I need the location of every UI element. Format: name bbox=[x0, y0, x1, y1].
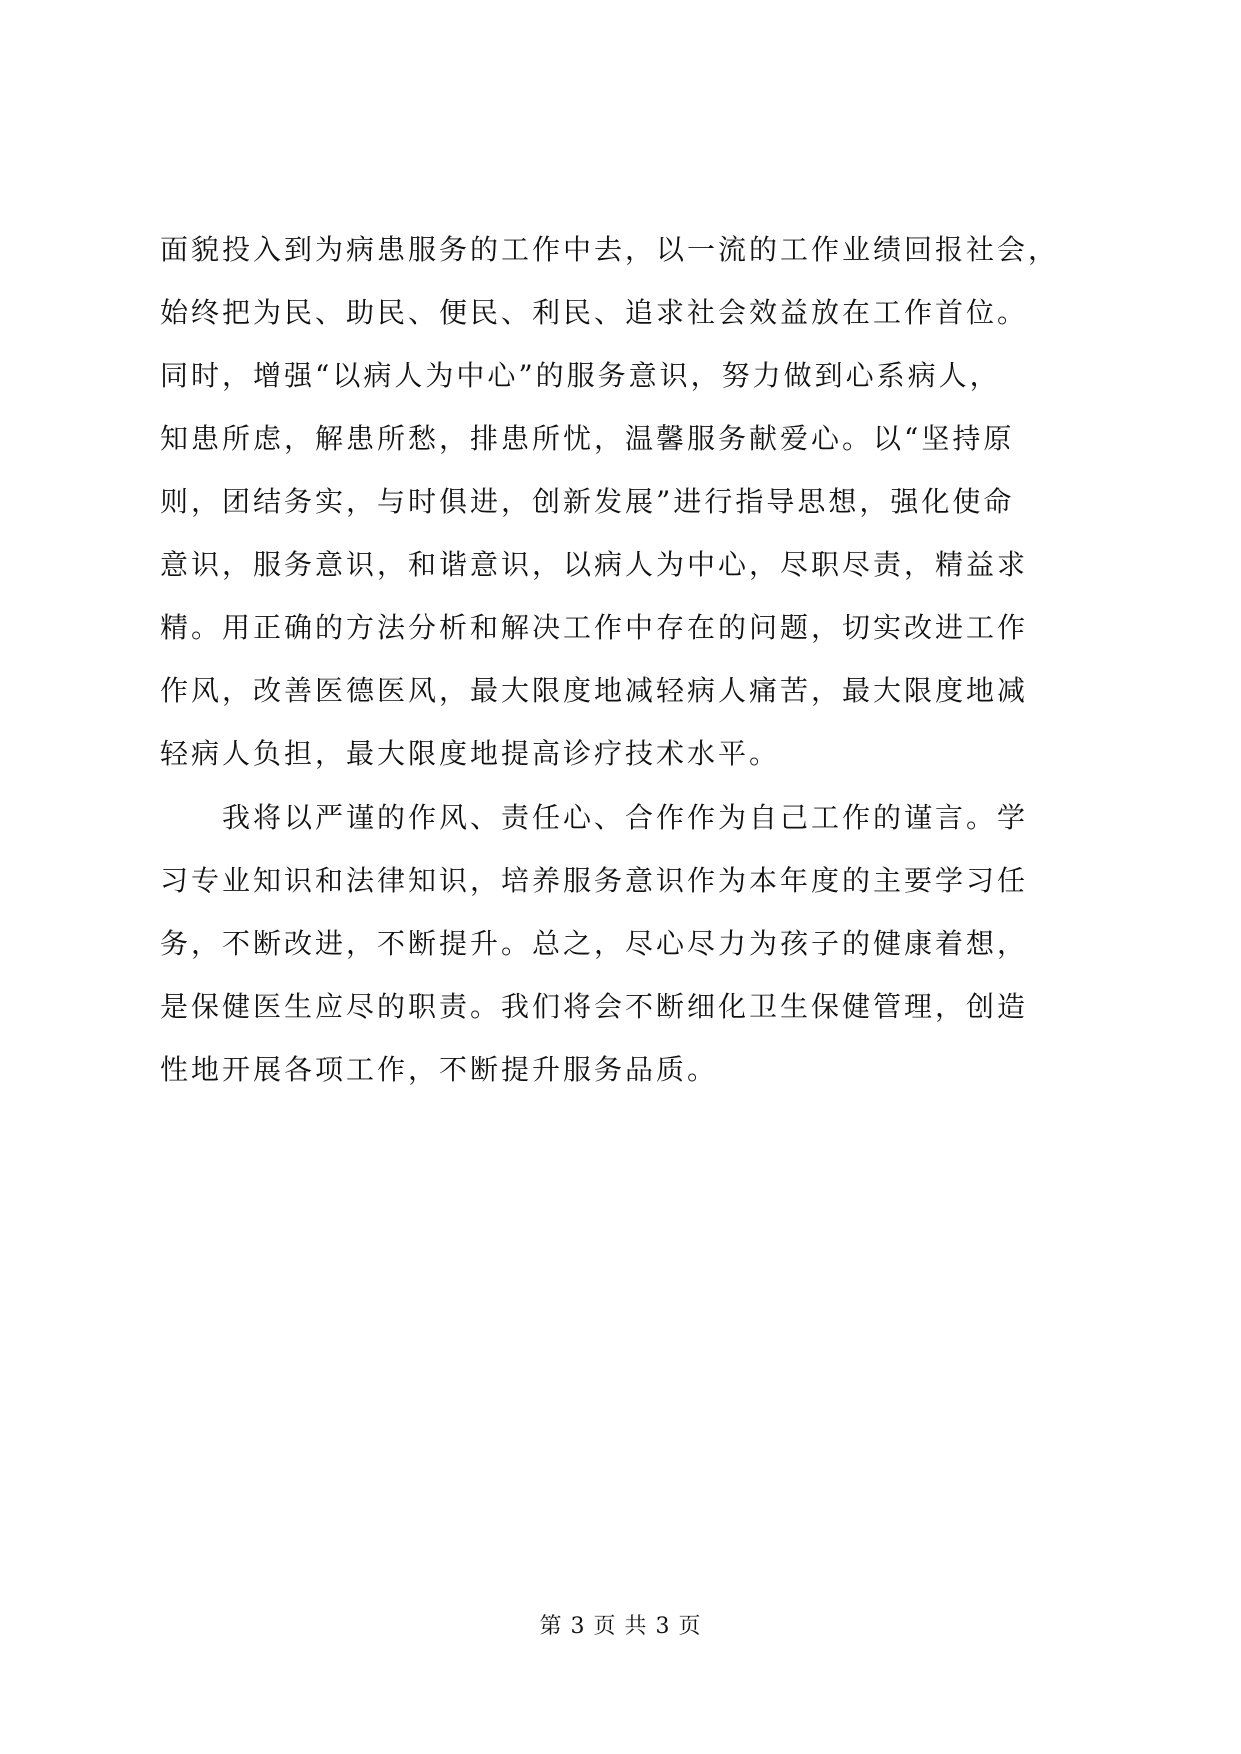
paragraph-line: 作风，改善医德医风，最大限度地减轻病人痛苦，最大限度地减 bbox=[160, 674, 1029, 707]
paragraph-line: 精。用正确的方法分析和解决工作中存在的问题，切实改进工作 bbox=[160, 611, 1029, 644]
paragraph-line: 始终把为民、助民、便民、利民、追求社会效益放在工作首位。 bbox=[160, 296, 1029, 329]
paragraph-line: 性地开展各项工作，不断提升服务品质。 bbox=[160, 1053, 719, 1086]
paragraph-2 bbox=[160, 786, 1105, 1101]
paragraph-line: 则，团结务实，与时俱进，创新发展”进行指导思想，强化使命 bbox=[160, 485, 1015, 518]
paragraph-line: 我将以严谨的作风、责任心、合作作为自己工作的谨言。学 bbox=[160, 801, 1029, 834]
paragraph-line: 同时，增强“以病人为中心”的服务意识，努力做到心系病人， bbox=[160, 359, 1001, 392]
paragraph-line: 知患所虑，解患所愁，排患所忧，温馨服务献爱心。以“坚持原 bbox=[160, 422, 1015, 455]
paragraph-line: 务，不断改进，不断提升。总之，尽心尽力为孩子的健康着想， bbox=[160, 927, 1029, 960]
paragraph-line: 习专业知识和法律知识，培养服务意识作为本年度的主要学习任 bbox=[160, 864, 1029, 897]
paragraph-line: 意识，服务意识，和谐意识，以病人为中心，尽职尽责，精益求 bbox=[160, 548, 1029, 581]
paragraph-line: 轻病人负担，最大限度地提高诊疗技术水平。 bbox=[160, 737, 781, 770]
paragraph-line: 是保健医生应尽的职责。我们将会不断细化卫生保健管理，创造 bbox=[160, 990, 1029, 1023]
paragraph-line: 面貌投入到为病患服务的工作中去，以一流的工作业绩回报社会， bbox=[160, 233, 1060, 266]
paragraph-1 bbox=[160, 218, 1105, 785]
page-number-footer: 第 3 页 共 3 页 bbox=[539, 1614, 702, 1639]
